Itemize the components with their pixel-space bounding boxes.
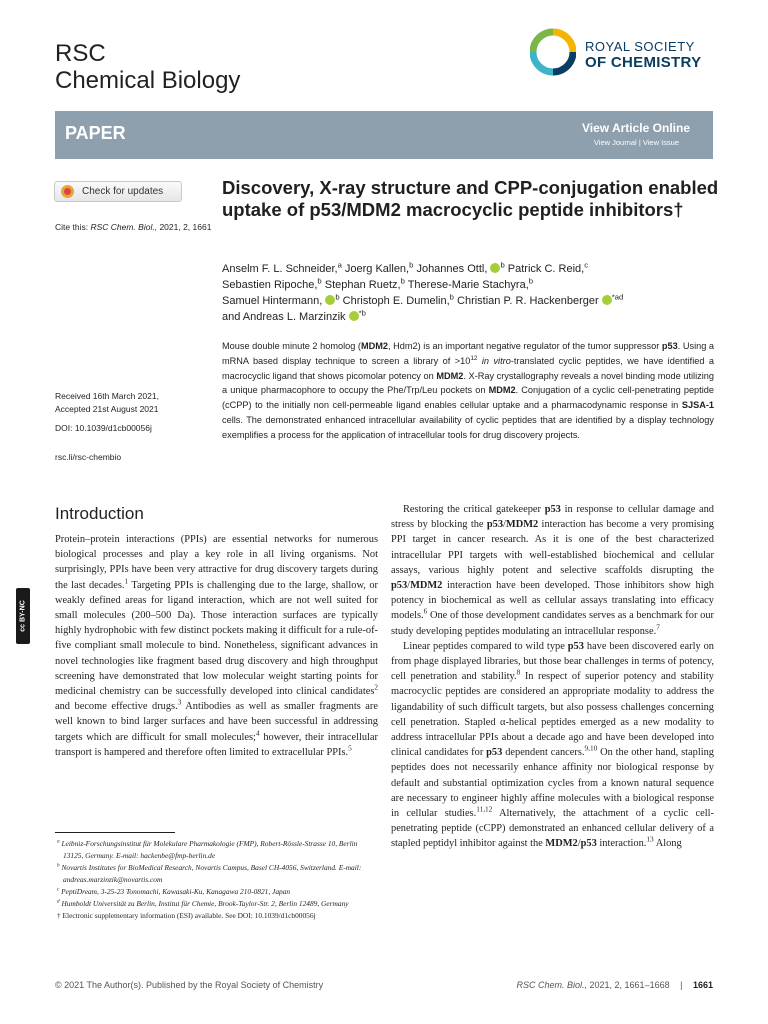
paragraph-text: and become effective drugs. xyxy=(55,701,178,713)
footer-citation xyxy=(516,980,713,990)
footnote-text: Leibniz-Forschungsinstitut für Molekulare Pharmakologie (FMP), Robert-Rössle-Strasse 10, Berlin 13125, Germany. E-mail: hackenbe@fmp-berlin.de xyxy=(61,839,358,860)
abstract-text: . Conjugation of a cyclic cell-penetrating peptide (cCPP) to the initially non cell-permeable ligand enables cellular uptake and a pharmacodynamic response in xyxy=(222,385,714,411)
abstract-text: Mouse double minute 2 homolog ( xyxy=(222,341,361,351)
paragraph-bold: p53 xyxy=(580,838,597,850)
orcid-icon[interactable] xyxy=(602,295,612,305)
abstract-bold: MDM2 xyxy=(436,370,464,381)
footnote-marker: a xyxy=(57,838,60,845)
paragraph-bold: MDM2 xyxy=(545,838,578,850)
view-journal-link[interactable]: View Journal xyxy=(593,138,637,147)
author: and Andreas L. Marzinzik xyxy=(222,311,346,323)
author-affiliation: b xyxy=(500,260,505,270)
crossmark-icon xyxy=(61,185,74,198)
abstract-superscript: 12 xyxy=(470,354,478,362)
paragraph-text: / xyxy=(407,580,411,592)
author: Johannes Ottl, xyxy=(413,263,488,275)
paragraph-text: Linear peptides compared to wild type xyxy=(403,640,568,652)
paragraph-text: Targeting PPIs is challenging due to the large, shallow, or weakly defined areas for ligand interaction, which are not well suited for small molecules (200–500 Da). Those interaction surfaces are typically highly hydrophobic with few distinct pockets making it difficult for a rule-of-five compliant small molecule to bind. Nonetheless, significant advances in novel technologies like fragment based drug discovery and high throughput screening have demonstrated that low molecular weight starting points for medicinal chemistry can be successfully developed into clinical candidates xyxy=(55,579,378,698)
citation-ref[interactable]: 2 xyxy=(374,683,378,692)
paragraph-bold: p53 xyxy=(486,747,503,759)
paragraph-text: dependent cancers. xyxy=(502,747,585,759)
author: Samuel Hintermann, xyxy=(222,295,323,307)
footnote-text: Humboldt Universität zu Berlin, Institut für Chemie, Brook-Taylor-Str. 2, Berlin 12489, Germany xyxy=(61,899,349,908)
paragraph-text: interaction. xyxy=(596,838,647,850)
citation-ref[interactable]: 13 xyxy=(646,836,654,844)
paragraph xyxy=(391,502,714,639)
citation-ref[interactable]: 4 xyxy=(255,729,260,738)
paragraph-text: Restoring the critical gatekeeper xyxy=(403,504,545,515)
accepted-date: Accepted 21st August 2021 xyxy=(55,404,159,414)
abstract-text: -translated cyclic peptides, we have identified a macrocyclic ligand that shows picomolar potency on xyxy=(222,355,714,381)
citation-info xyxy=(55,221,215,234)
rsc-logo[interactable] xyxy=(530,28,720,80)
author-affiliation: b xyxy=(409,260,414,270)
paragraph-text: in response to cellular damage and stress by blocking the xyxy=(391,504,714,531)
paragraph-bold: MDM2 xyxy=(505,519,539,531)
orcid-icon[interactable] xyxy=(325,295,335,305)
author-affiliation: b xyxy=(400,276,405,286)
cc-license-badge[interactable] xyxy=(16,588,30,644)
paragraph-text: In respect of superior potency and stability macrocyclic peptides are considered an appropriate modality to address the ligandability of such difficult targets, but also possess challenges concerning cell penetration. Stapled α-helical peptides emerged as a new modality to address intracellular PPIs about a decade ago and have been developed into clinical candidates for xyxy=(391,671,715,759)
article-type-bar xyxy=(55,111,713,159)
abstract-bold: SJSA-1 xyxy=(681,400,714,411)
abstract xyxy=(222,339,714,443)
article-type-label: PAPER xyxy=(65,123,126,143)
author: Joerg Kallen, xyxy=(341,263,410,275)
received-dates xyxy=(55,390,215,416)
abstract-italic: in vitro xyxy=(477,355,511,366)
author-affiliation: b xyxy=(317,276,322,286)
footnote-affiliation xyxy=(55,886,378,898)
paragraph-text: however, their intracellular transport is hampered and therefore often limited to extracellular PPIs. xyxy=(55,731,379,758)
paragraph-bold: p53 xyxy=(486,519,504,531)
author-affiliation: *b xyxy=(358,308,366,318)
body-column-right xyxy=(391,502,714,852)
paragraph-text: One of those development candidates serves as a benchmark for our study developing peptides modulating an intracellular response. xyxy=(391,610,714,637)
footnote-esi: † Electronic supplementary information (ESI) available. See DOI: 10.1039/d1cb00056j xyxy=(57,911,316,920)
paragraph-bold: p53 xyxy=(544,504,561,515)
author-affiliation: a xyxy=(337,260,342,270)
rsc-logo-line1: ROYAL SOCIETY xyxy=(585,39,695,54)
author-affiliation: *ad xyxy=(611,292,624,302)
paragraph-text: interaction have been developed. Those inhibitors show high potency in biochemical as well as cellular assays translating into efficacy models. xyxy=(391,580,714,622)
footnote-text: Novartis Institutes for BioMedical Research, Novartis Campus, Basel CH-4056, Switzerland. E-mail: andreas.marzinzik@novartis.com xyxy=(61,863,362,884)
paragraph-text: Alternatively, the attachment of a cyclic cell-penetrating peptide (cCPP) demonstrated an enhanced cellular delivery of a stapled peptidyl inhibitor against the xyxy=(391,808,715,850)
rsc-logo-mark-icon xyxy=(530,28,576,76)
journal-title xyxy=(55,40,240,94)
paragraph xyxy=(391,639,714,852)
footer-separator: | xyxy=(680,980,683,990)
paragraph-text: Along xyxy=(653,838,682,850)
footnote-marker: c xyxy=(57,886,60,893)
journal-title-line2: Chemical Biology xyxy=(55,67,241,94)
abstract-bold: p53 xyxy=(661,341,678,351)
page-number: 1661 xyxy=(692,980,713,990)
journal-title-line1: RSC xyxy=(55,40,106,67)
author: Christian P. R. Hackenberger xyxy=(453,295,599,307)
article-title: Discovery, X-ray structure and CPP-conjugation enabled uptake of p53/MDM2 macrocyclic peptide inhibitors† xyxy=(222,177,719,220)
citation-ref[interactable]: 11,12 xyxy=(476,805,493,814)
author-affiliation: b xyxy=(335,292,340,302)
paragraph-text: / xyxy=(503,519,506,531)
check-for-updates-label: Check for updates xyxy=(82,186,164,197)
citation-ref[interactable]: 6 xyxy=(423,607,428,616)
footer-copyright: © 2021 The Author(s). Published by the Royal Society of Chemistry xyxy=(55,980,324,990)
paragraph-text: On the other hand, stapling peptides does not necessarily enhance affinity nor biological response by default and substantial optimization cycles from a known natural sequence are necessary to engineer highly affine molecules with a biological response in cellular studies. xyxy=(391,747,715,820)
cc-license-label: cc BY-NC xyxy=(19,600,27,632)
cite-details: 2021, 2, 1661 xyxy=(159,222,212,232)
footer-details: 2021, 2, 1661–1668 xyxy=(587,980,670,990)
abstract-text: . X-Ray crystallography reveals a novel binding mode utilizing a unique pharmacophore to occupy the Phe/Trp/Leu pockets on xyxy=(222,370,714,396)
view-article-online-link[interactable]: View Article Online xyxy=(581,121,690,135)
paragraph xyxy=(55,532,378,760)
author-list xyxy=(222,261,722,325)
author: Stephan Ruetz, xyxy=(321,279,401,291)
journal-weblink[interactable]: rsc.li/rsc-chembio xyxy=(55,452,122,462)
abstract-text: . Using a mRNA based display technique to screen a library of >10 xyxy=(222,341,714,366)
abstract-bold: MDM2 xyxy=(360,341,389,351)
citation-ref[interactable]: 1 xyxy=(124,577,129,586)
author: Therese-Marie Stachyra, xyxy=(404,279,529,291)
citation-ref[interactable]: 9,10 xyxy=(584,744,598,753)
footnote-affiliation xyxy=(55,898,378,910)
paragraph-text: Protein–protein interactions (PPIs) are essential networks for numerous biological processes and play a key role in all living organisms. Not surprisingly, PPIs have been very attractive for drug discovery targets during the last decades. xyxy=(55,534,378,591)
footnote-affiliation xyxy=(55,838,378,862)
footnotes xyxy=(55,838,378,922)
paragraph-bold: p53 xyxy=(567,640,584,652)
section-heading: Introduction xyxy=(55,504,144,523)
footnote-divider xyxy=(55,832,175,833)
body-column-left xyxy=(55,532,378,760)
author: Sebastien Ripoche, xyxy=(222,279,318,291)
abstract-text: cells. The demonstrated enhanced intracellular availability of cyclic peptides that are identified by a display technology exemplifies a process for the application of intracellular tools for drug discovery projects. xyxy=(222,414,714,440)
footnote-marker: b xyxy=(57,862,60,869)
citation-ref[interactable]: 5 xyxy=(348,744,352,753)
view-issue-link[interactable]: View Issue xyxy=(642,138,679,147)
paragraph-text: Antibodies as well as smaller fragments are well known to bind larger surfaces and have been successful in addressing targets which are difficult for small molecules; xyxy=(55,701,378,743)
doi[interactable]: DOI: 10.1039/d1cb00056j xyxy=(55,423,152,433)
author: Anselm F. L. Schneider, xyxy=(222,263,338,275)
check-for-updates-button[interactable] xyxy=(54,181,182,202)
author-affiliation: b xyxy=(449,292,454,302)
rsc-logo-line2: OF CHEMISTRY xyxy=(585,54,702,71)
cite-prefix: Cite this: xyxy=(55,222,89,232)
author-affiliation: c xyxy=(584,260,589,270)
paragraph-text: / xyxy=(577,838,581,850)
author-affiliation: b xyxy=(528,276,534,286)
footnote-text: PeptiDream, 3-25-23 Tonomachi, Kawasaki-Ku, Kanagawa 210-0821, Japan xyxy=(61,887,291,896)
cite-journal: RSC Chem. Biol., xyxy=(90,222,158,232)
orcid-icon[interactable] xyxy=(490,263,500,273)
received-date: Received 16th March 2021, xyxy=(55,391,159,401)
footnote-affiliation xyxy=(55,862,378,886)
citation-ref[interactable]: 7 xyxy=(656,623,660,632)
paragraph-text: interaction has become a very promising PPI target in cancer research. As it is one of the best characterized intracellular PPI targets with well-established biochemical and cellular assays, various highly potent and selective scaffolds disrupting the xyxy=(391,519,714,576)
citation-ref[interactable]: 3 xyxy=(177,698,182,707)
view-links-divider: | xyxy=(638,138,641,147)
paragraph-bold: p53 xyxy=(391,580,408,592)
paragraph-text: have been discovered early on from phage displayed libraries, but those bear challenges in terms of potency, cell penetration and stability. xyxy=(391,640,715,683)
abstract-text: , Hdm2) is an important negative regulator of the tumor suppressor xyxy=(388,341,662,351)
footer-journal: RSC Chem. Biol., xyxy=(516,980,588,990)
orcid-icon[interactable] xyxy=(349,311,359,321)
paragraph-bold: MDM2 xyxy=(410,580,443,592)
author: Christoph E. Dumelin, xyxy=(339,295,450,307)
citation-ref[interactable]: 8 xyxy=(516,668,521,677)
abstract-bold: MDM2 xyxy=(488,385,516,396)
view-links xyxy=(594,138,679,147)
author: Patrick C. Reid, xyxy=(504,263,585,275)
footnote-marker: d xyxy=(57,898,60,905)
